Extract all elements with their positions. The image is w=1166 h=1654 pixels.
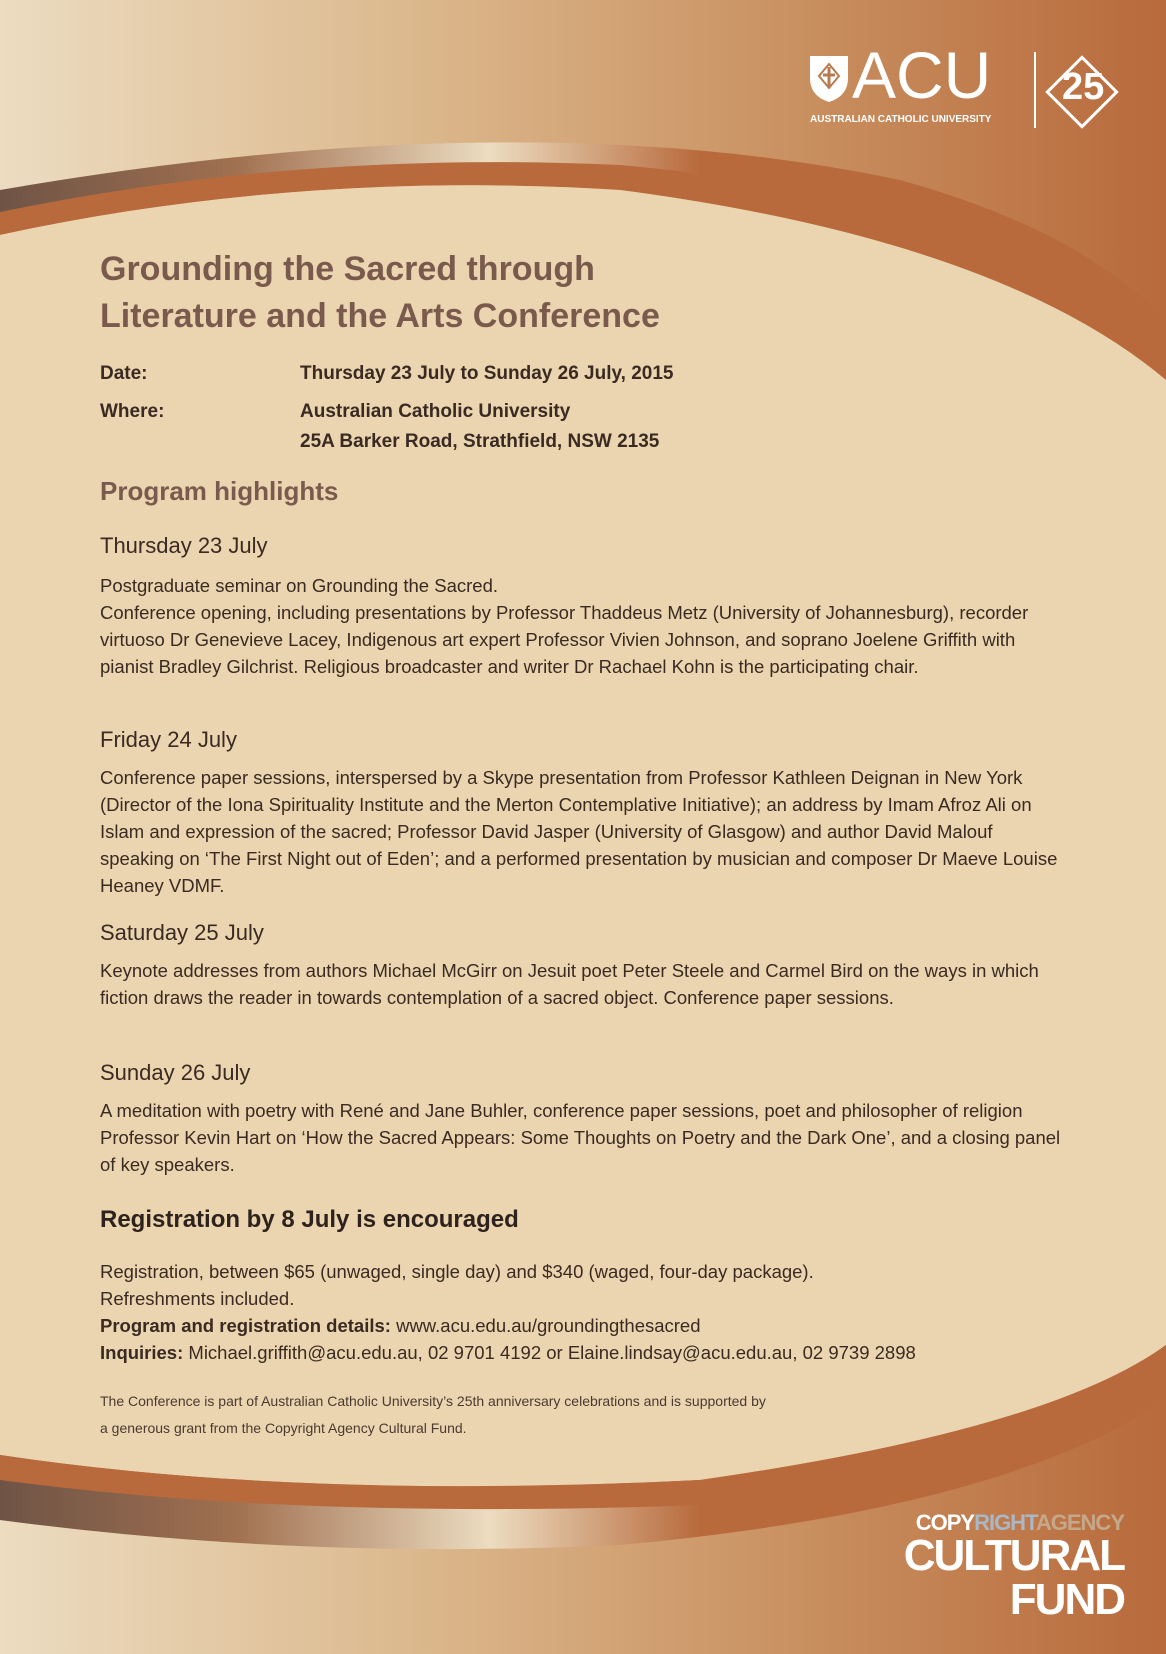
day-text: Conference paper sessions, interspersed by a Skype presentation from Professor Kathleen Deignan in New York (Director of the Iona Spirituality Institute and the Merton Contemplative Initiative); an address by Imam Afroz Ali on Islam and expression of the sacred; Professor David Jasper (University of Glasgow) and author David Malouf speaking on ‘The First Night out of Eden’; and a performed presentation by musician and composer Dr Maeve Louise Heaney VDMF. — [100, 767, 1058, 896]
day-text: A meditation with poetry with René and Jane Buhler, conference paper sessions, poet and philosopher of religion Professor Kevin Hart on ‘How the Sacred Appears: Some Thoughts on Poetry and the Dark One’, and a closing panel of key speakers. — [100, 1100, 1061, 1175]
details-label: Program and registration details: — [100, 1315, 391, 1336]
day-text-line: Conference opening, including presentations by Professor Thaddeus Metz (University of Johannesburg), recorder virtuoso Dr Genevieve Lacey, Indigenous art expert Professor Vivien Johnson, and soprano Joelene Griffith with pianist Bradley Gilchrist. Religious broadcaster and writer Dr Rachael Kohn is the participating chair. — [100, 602, 1029, 677]
inquiries-contacts[interactable]: Michael.griffith@acu.edu.au, 02 9701 4192 or Elaine.lindsay@acu.edu.au, 02 9739 2898 — [188, 1342, 916, 1363]
day-heading: Sunday 26 July — [100, 1060, 251, 1085]
footer-line-2: a generous grant from the Copyright Agency Cultural Fund. — [100, 1420, 467, 1436]
acu-subtitle: AUSTRALIAN CATHOLIC UNIVERSITY — [810, 114, 992, 125]
page-title — [100, 246, 660, 340]
footer-line-1: The Conference is part of Australian Catholic University’s 25th anniversary celebrations and is supported by — [100, 1393, 766, 1409]
date-value: Thursday 23 July to Sunday 26 July, 2015 — [300, 363, 674, 384]
acu-wordmark: ACU — [852, 38, 992, 112]
right-text: RIGHT — [974, 1510, 1036, 1535]
where-label: Where: — [100, 401, 165, 422]
where-line-2: 25A Barker Road, Strathfield, NSW 2135 — [300, 431, 660, 452]
day-text — [100, 572, 1065, 680]
fund-text: FUND — [1009, 1575, 1124, 1624]
details-link[interactable]: www.acu.edu.au/groundingthesacred — [396, 1315, 701, 1336]
cultural-fund-logo — [904, 1512, 1124, 1622]
program-heading: Program highlights — [100, 476, 339, 506]
date-row — [100, 363, 674, 385]
copy-text: COPY — [915, 1510, 975, 1535]
inquiries-label: Inquiries: — [100, 1342, 184, 1363]
inquiries — [100, 1339, 1065, 1366]
anniversary-number: 25 — [1062, 66, 1105, 108]
registration-text — [100, 1258, 1065, 1366]
day-heading: Thursday 23 July — [100, 533, 268, 558]
registration-price: Registration, between $65 (unwaged, single day) and $340 (waged, four-day package). — [100, 1261, 814, 1282]
date-label: Date: — [100, 363, 148, 384]
where-row — [100, 401, 660, 452]
acu-shield-icon — [808, 54, 850, 104]
registration-details — [100, 1312, 1065, 1339]
day-heading: Saturday 25 July — [100, 920, 264, 945]
day-heading: Friday 24 July — [100, 727, 237, 752]
logo-divider — [1034, 52, 1036, 128]
acu-logo — [808, 38, 1018, 128]
registration-heading: Registration by 8 July is encouraged — [100, 1206, 519, 1233]
footer-note — [100, 1388, 900, 1442]
title-line-1: Grounding the Sacred through — [100, 250, 595, 288]
where-line-1: Australian Catholic University — [300, 401, 571, 422]
day-text-line: Postgraduate seminar on Grounding the Sacred. — [100, 575, 498, 596]
day-text: Keynote addresses from authors Michael McGirr on Jesuit poet Peter Steele and Carmel Bird on the ways in which fiction draws the reader in towards contemplation of a sacred object. Conference paper sessions. — [100, 960, 1039, 1008]
agency-text: AGENCY — [1035, 1510, 1124, 1535]
cultural-text: CULTURAL — [903, 1531, 1124, 1580]
registration-refreshments: Refreshments included. — [100, 1288, 295, 1309]
title-line-2: Literature and the Arts Conference — [100, 297, 660, 335]
